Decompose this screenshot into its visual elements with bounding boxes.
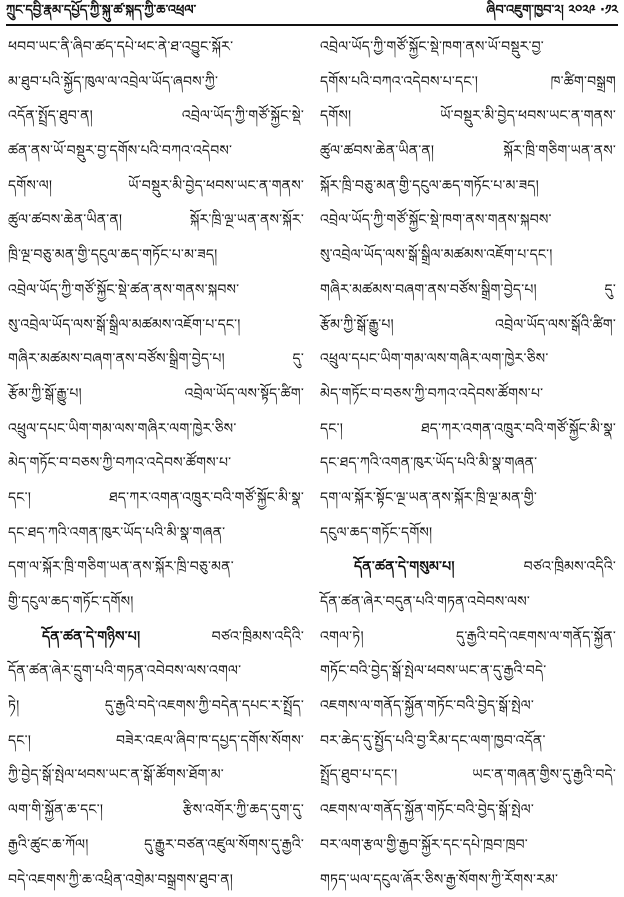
text-line: དག་ལ་སྐོར་ཁྲི་གཅིག་ཡན་ནས་སྐོར་ཁྲི་བཅུ་མན་ (8, 550, 304, 585)
text-line: གྱི་དངུལ་ཆད་གཏོང་དགོས། (8, 585, 304, 620)
text-line: དང་། ཐད་ཀར་འགན་འཁྲུར་བའི་གཙོ་སྐྱོང་མི་སྣ་ (320, 412, 616, 447)
text-line: གཞིར་མཚམས་བཞག་ནས་བཙོས་སྒྲིག་བྱེད་པ། དུ་ (320, 273, 616, 308)
text-line: མེད་གཏོང་བ་བཅས་ཀྱི་བཀའ་འདེབས་ཚོགས་པ་ (8, 446, 304, 481)
text-line: བར་ལག་རྩལ་གྱི་རྒྱབ་སྐྱོར་དང་དཔེ་ཁྲབ་ཁྲབ་ (320, 828, 616, 863)
text-line: དོན་ཚན་ཞེར་བདུན་པའི་གཏན་འབེབས་ལས་ (320, 585, 616, 620)
text-line: འཇགས་ལ་གནོད་སྐྱོན་གཏོང་བའི་བྱེད་སྒོ་སྤེལ་ (320, 689, 616, 724)
text-line: འཕྲུལ་དཔང་ཡིག་གམ་ལས་གཞིར་ལག་ཁྱེར་ཅིས་ (8, 412, 304, 447)
text-columns (8, 30, 616, 844)
text-line: དངུལ་ཆད་གཏོང་དགོས། (320, 516, 616, 551)
text-line: གཏོང་བའི་བྱེད་སྒོ་སྤེལ་ཕབས་ཡང་ན་དུ་རྒྱའི་བདེ་ (320, 654, 616, 689)
text-line: འབྲེལ་ཡོད་ཀྱི་གཙོ་སྐྱོང་སྡེ་ཚན་ནས་གནས་སྐབས་ (8, 273, 304, 308)
left-column (8, 30, 304, 844)
text-line: སུ་འབྲེལ་ཡོད་ལས་སྒོ་སྒྲིལ་མཚམས་འཇོག་པ་དང་། (320, 238, 616, 273)
text-line: སུ་འབྲེལ་ཡོད་ལས་སྒོ་སྒྲིལ་མཚམས་འཇོག་པ་དང་། (8, 308, 304, 343)
text-line: དགོས། ཡོ་བསྡུར་མི་བྱེད་ཕབས་ཡང་ན་གནས་ (320, 99, 616, 134)
text-line: རྩོམ་ཀྱི་སྒོ་རྒྱུ་པ། འབྲེལ་ཡོད་ལས་སྟོད་ཚིག་ (8, 377, 304, 412)
text-line: དང་། བཟེར་འཇལ་ཞིབ་ཁ་དཔྱད་དགོས་སོགས་ (8, 724, 304, 759)
text-line: ལག་གི་སྐྱོན་ཆ་དང་། རྩིས་འགོར་ཀྱི་ཆད་དུག་དུ་ (8, 793, 304, 828)
right-column (320, 30, 616, 844)
text-line: དང་ཐད་ཀའི་འགན་ཁུར་ཡོད་པའི་མི་སྣ་གཞན་ (8, 516, 304, 551)
text-line: ཕབབ་ཡང་ནི་ཞིབ་ཚད་དཔེ་ཕང་ནེ་ཐ་འབྱུང་སྐོར་ (8, 30, 304, 65)
text-line: དགོས་པའི་བཀའ་འདེབས་པ་དང་། ཁ་ཚིག་བསྒྲག (320, 65, 616, 100)
page-header (6, 4, 618, 26)
text-line: སྐོར་ཁྲི་བཅུ་མན་གྱི་དངུལ་ཆད་གཏོང་པ་མ་ཟད། (320, 169, 616, 204)
text-line: ཚུལ་ཚབས་ཆེན་ཡིན་ན། སྐོར་ཁྲི་ལྔ་ཡན་ནས་སྐོར་ (8, 203, 304, 238)
text-line: འགལ་ཏེ། དུ་རྒྱའི་བདེ་འཇགས་ལ་གནོད་སྐྱོན་ (320, 620, 616, 655)
text-line: བདེ་འཇགས་ཀྱི་ཆ་འཕྲིན་འགྲེམ་བསྒྲགས་ཐུབ་ན། (8, 863, 304, 897)
text-line: དོན་ཚན་དེ་གསུམ་པ། བཙའ་ཁྲིམས་འདིའི་ (320, 550, 616, 585)
text-line: དག་ལ་སྐོར་སྟོང་ལྔ་ཡན་ནས་སྐོར་ཁྲི་ལྔ་མན་གྱི་ (320, 481, 616, 516)
text-line: རྩོམ་ཀྱི་སྒོ་རྒྱུ་པ། འབྲེལ་ཡོད་ལས་སྒོའི་ཚིག་ (320, 308, 616, 343)
text-line: ཚུལ་ཚབས་ཆེན་ཡིན་ན། སྐོར་ཁྲི་གཅིག་ཡན་ནས་ (320, 134, 616, 169)
section-heading: དོན་ཚན་དེ་གཉིས་པ། (42, 629, 140, 645)
text-line: དང་ཐད་ཀའི་འགན་ཁུར་ཡོད་པའི་མི་སྣ་གཞན་ (320, 446, 616, 481)
text-line: འཕྲུལ་དཔང་ཡིག་གམ་ལས་གཞིར་ལག་ཁྱེར་ཅིས་ (320, 342, 616, 377)
section-heading: དོན་ཚན་དེ་གསུམ་པ། (354, 559, 455, 575)
text-line: ཏེ། དུ་རྒྱའི་བདེ་འཇགས་ཀྱི་བདེན་དཔང་ར་སྤྲོད་ (8, 689, 304, 724)
text-line: བར་ཆེད་དུ་སྤྱོད་པའི་བྱ་རིམ་དང་ལག་ཁྱབ་འདོན་ (320, 724, 616, 759)
journal-title: ཀྲུང་དབྱི་རྣམ་དཔྱོད་ཀྱི་སྐུ་ཚ་སྐད་ཀྱི་ཆ་འཕྲལ་ (6, 0, 196, 32)
text-line: མ་ཐུབ་པའི་སྐྱོད་ཁུལ་ལ་འབྲེལ་ཡོད་ཞབས་ཀྱི་ (8, 65, 304, 100)
text-line: དོན་ཚན་དེ་གཉིས་པ། བཙའ་ཁྲིམས་འདིའི་ (8, 620, 304, 655)
text-line: དང་། ཐད་ཀར་འགན་འཁྲུར་བའི་གཙོ་སྐྱོང་མི་སྣ་ (8, 481, 304, 516)
text-line: དགོས་ལ། ཡོ་བསྡུར་མི་བྱེད་ཕབས་ཡང་ན་གནས་ (8, 169, 304, 204)
text-line: འདོན་སྤྲོད་ཐུབ་ན། འབྲེལ་ཡོད་ཀྱི་གཙོ་སྐྱོང་སྡེ་ (8, 99, 304, 134)
text-line: གཞིར་མཚམས་བཞག་ནས་བཙོས་སྒྲིག་བྱེད་པ། དུ་ (8, 342, 304, 377)
text-line: རྒྱའི་ཚུང་ཆ་ཀོལ། དུ་རྒྱུར་བཙན་འཛུལ་སོགས་དུ་རྒྱའི་ (8, 828, 304, 863)
page-number: ཞིབ་འཇུག་ཁྱབ་༢། ༢༠༢༩ ·༡༢ (486, 0, 618, 32)
text-line: ཁྲི་ལྔ་བཅུ་མན་གྱི་དངུལ་ཆད་གཏོང་པ་མ་ཟད། (8, 238, 304, 273)
text-line: ཚན་ནས་ཡོ་བསྡུར་བྱ་དགོས་པའི་བཀའ་འདེབས་ (8, 134, 304, 169)
text-line: སྤྲོད་ཐུབ་པ་དང་། ཡང་ན་གཞན་གྱིས་དུ་རྒྱའི་བདེ་ (320, 758, 616, 793)
text-line: ཀྱི་བྱེད་སྒོ་སྤེལ་ཕབས་ཡང་ན་སྒོ་ཚོགས་ཐོག་མ་ (8, 758, 304, 793)
text-line: མེད་གཏོང་བ་བཅས་ཀྱི་བཀའ་འདེབས་ཚོགས་པ་ (320, 377, 616, 412)
text-line: འབྲེལ་ཡོད་ཀྱི་གཙོ་སྐྱོང་སྡེ་ཁག་ནས་ཡོ་བསྡུར་བྱ་ (320, 30, 616, 65)
text-line: འབྲེལ་ཡོད་ཀྱི་གཙོ་སྐྱོང་སྡེ་ཁག་ནས་གནས་སྐབས་ (320, 203, 616, 238)
text-line: དོན་ཚན་ཞེར་དྲུག་པའི་གཏན་འབེབས་ལས་འགལ་ (8, 654, 304, 689)
text-line: འཇགས་ལ་གནོད་སྐྱོན་གཏོང་བའི་བྱེད་སྒོ་སྤེལ་ (320, 793, 616, 828)
text-line: གཏད་ཡལ་དངུལ་ཞོར་ཅིས་རྒྱ་སོགས་ཀྱི་རོགས་རམ་ (320, 863, 616, 897)
